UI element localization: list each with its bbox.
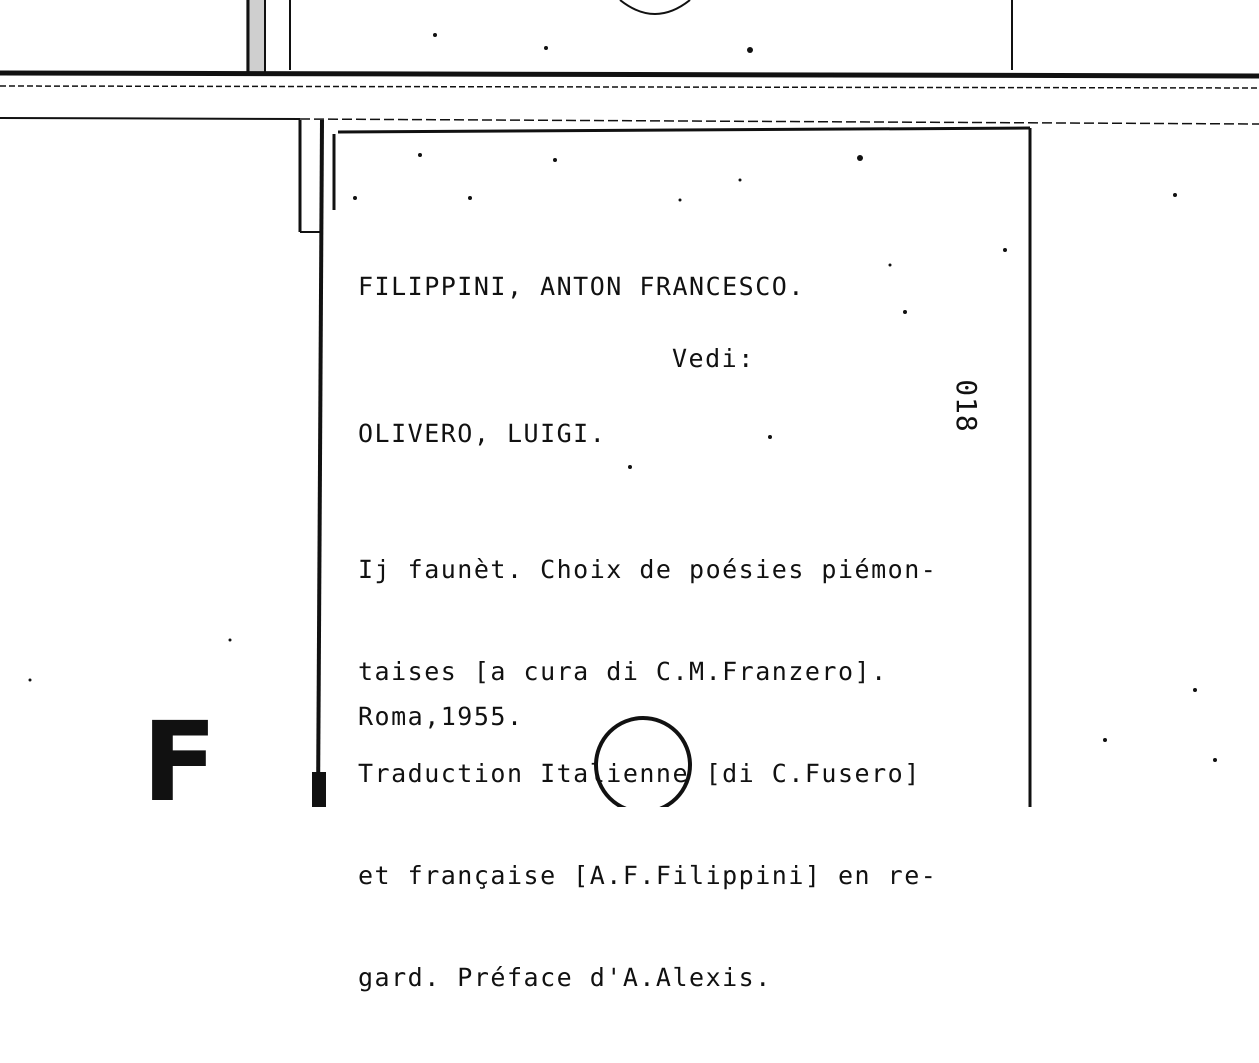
bibliographic-description <box>358 485 937 1063</box>
horizontal-rule <box>0 73 1259 124</box>
heading-name: FILIPPINI, ANTON FRANCESCO. <box>358 272 805 301</box>
previous-card-edge <box>246 0 1012 72</box>
description-line: taises [a cura di C.M.Franzero]. <box>358 657 888 686</box>
shelf-mark-number: 018 <box>950 379 984 433</box>
description-line: et française [A.F.Filippini] en re- <box>358 861 938 890</box>
author-name: OLIVERO, LUIGI. <box>358 419 607 448</box>
description-line: gard. Préface d'A.Alexis. <box>358 963 772 992</box>
description-line: Ij faunèt. Choix de poésies piémon- <box>358 555 938 584</box>
place-date: Roma,1955. <box>358 702 524 731</box>
drawer-letter: F <box>142 698 218 826</box>
see-reference-label: Vedi: <box>672 344 755 373</box>
description-line: Traduction Italienne [di C.Fusero] <box>358 759 921 788</box>
